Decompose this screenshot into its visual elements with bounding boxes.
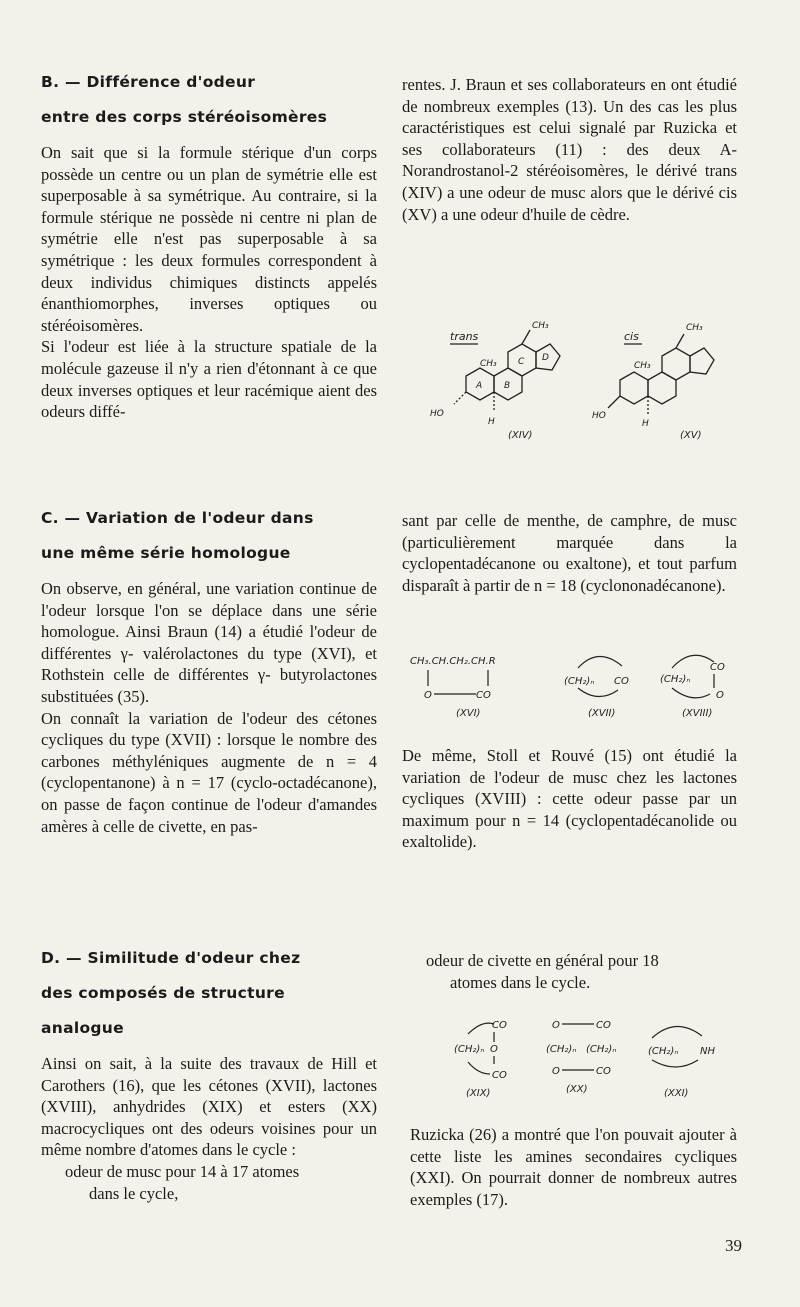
label-co-xviii: CO: [710, 662, 725, 673]
label-co-xvii: CO: [614, 676, 629, 687]
label-co-xx-b: CO: [596, 1066, 611, 1077]
label-ch2n-xix: (CH₂)ₙ: [454, 1044, 485, 1055]
label-ch3-c: CH₃: [686, 323, 703, 333]
section-b-paragraph-2: Si l'odeur est liée à la structure spatiale de la molécule gazeuse il n'y a rien d'étonnant à ce que deux inverses optiques et leur racémique aient des odeurs diffé-: [41, 337, 377, 422]
label-o-xviii: O: [716, 690, 724, 701]
section-c-paragraph-1: On observe, en général, une variation continue de l'odeur lorsque l'on se déplace dans une série homologue. Ainsi Braun (14) a étudié l'odeur de différentes γ- valérolactones du type (XVI), et Rothstein celle de différentes γ- butyrolactones substituées (35).: [41, 579, 377, 706]
label-ho-a: HO: [430, 409, 444, 419]
label-co-xx-a: CO: [596, 1020, 611, 1031]
label-ch3-a: CH₃: [532, 321, 549, 331]
label-xix: (XIX): [466, 1088, 491, 1099]
label-o-xix: O: [490, 1044, 498, 1055]
figure-steroids: [420, 312, 750, 447]
label-ring-a: A: [476, 381, 483, 391]
section-c-paragraph-3: sant par celle de menthe, de camphre, de musc (particulièrement marquée dans la cyclopentadécanone ou exaltone), et tout parfum disparaît à partir de n = 18 (cyclononadécanone).: [402, 511, 737, 595]
label-xvii: (XVII): [588, 708, 616, 719]
section-d-line-3: odeur de civette en général pour 18: [426, 951, 659, 970]
section-d-line-4: atomes dans le cycle.: [450, 972, 591, 992]
figure-macrocycles: [438, 1012, 738, 1102]
label-trans: trans: [450, 330, 479, 343]
label-o-xvi: O: [424, 690, 432, 701]
label-ring-c: C: [518, 357, 525, 367]
section-b-paragraph-3: rentes. J. Braun et ses collaborateurs en ont étudié de nombreux exemples (13). Un des cas les plus caractéristiques est celui signalé par Ruzicka et ses collaborateurs (11) : des deux A-Norandrostanol-2 stéréoisomères, le dérivé trans (XIV) a une odeur de musc alors que le dérivé cis (XV) a une odeur d'huile de cèdre.: [402, 75, 737, 224]
label-cis: cis: [624, 330, 639, 343]
section-c-heading-2: une même série homologue: [41, 544, 291, 562]
label-ring-d: D: [542, 353, 549, 363]
section-d-line-2: dans le cycle,: [89, 1183, 179, 1203]
section-c-right-bottom: [402, 745, 737, 853]
label-ch3-b: CH₃: [480, 359, 497, 369]
label-ch2n-xxi: (CH₂)ₙ: [648, 1046, 679, 1057]
section-d-line-1: odeur de musc pour 14 à 17 atomes: [65, 1161, 300, 1181]
section-c-left: [41, 508, 377, 837]
section-b-heading-2: entre des corps stéréoisomères: [41, 108, 328, 126]
label-xiv: (XIV): [508, 430, 533, 441]
label-o-xx-a: O: [552, 1020, 560, 1031]
label-ch2n-xvii: (CH₂)ₙ: [564, 676, 595, 687]
section-c-right-top: [402, 510, 737, 596]
section-c-paragraph-4: De même, Stoll et Rouvé (15) ont étudié la variation de l'odeur de musc chez les lactones cycliques (XVIII) : cette odeur passe par un maximum pour n = 14 (cyclopentadécanolide ou exaltolide).: [402, 746, 737, 852]
label-o-xx-b: O: [552, 1066, 560, 1077]
section-d-heading-2: des composés de structure: [41, 984, 285, 1002]
label-xviii: (XVIII): [682, 708, 713, 719]
label-ch3-d: CH₃: [634, 361, 651, 371]
section-d-left: [41, 948, 377, 1204]
section-b-left: [41, 72, 377, 423]
label-xv: (XV): [680, 430, 702, 441]
page-number: 39: [725, 1236, 742, 1255]
label-ch2n-xx-b: (CH₂)ₙ: [586, 1044, 617, 1055]
section-c-heading-1: C. — Variation de l'odeur dans: [41, 509, 314, 527]
label-co-xix-b: CO: [492, 1070, 507, 1081]
label-xvi: (XVI): [456, 708, 481, 719]
section-b-paragraph-1: On sait que si la formule stérique d'un corps possède un centre ou un plan de symétrie elle est superposable à sa symétrique. Au contraire, si la formule stérique ne possède ni centre ni plan de symétrie elle n'est pas superposable à sa symétrique : les deux formules correspondent à deux individus chimiques distincts appelés énanthiomorphes, inverses optiques ou stéréoisomères.: [41, 143, 377, 335]
label-co-xvi: CO: [476, 690, 491, 701]
section-c-paragraph-2: On connaît la variation de l'odeur des cétones cycliques du type (XVII) : lorsque le nombre des carbones méthyléniques augmente de n = 4 (cyclopentanone) à n = 17 (cyclo-octadécanone), on passe de façon continue de l'odeur d'amandes amères à celle de civette, en pas-: [41, 708, 377, 836]
label-ch2n-xx-a: (CH₂)ₙ: [546, 1044, 577, 1055]
label-nh-xxi: NH: [700, 1046, 715, 1057]
label-co-xix-a: CO: [492, 1020, 507, 1031]
label-h-a: H: [488, 417, 495, 427]
section-d-paragraph-1: Ainsi on sait, à la suite des travaux de Hill et Carothers (16), que les cétones (XVII), lactones (XVIII), anhydrides (XIX) et esters (XX) macrocycliques ont des odeurs voisines pour un même nombre d'atomes dans le cycle :: [41, 1054, 377, 1160]
figure-lactones-ketones: [410, 640, 740, 720]
label-ring-b: B: [504, 381, 511, 391]
section-d-paragraph-2: Ruzicka (26) a montré que l'on pouvait ajouter à cette liste les amines secondaires cycliques (XXI). On pourrait donner de nombreux autres exemples (17).: [410, 1125, 737, 1209]
label-h-b: H: [642, 419, 649, 429]
label-xx: (XX): [566, 1084, 588, 1095]
section-d-right-bottom: [410, 1124, 737, 1210]
section-b-right: [402, 74, 737, 225]
label-ho-b: HO: [592, 411, 606, 421]
section-d-right-top: [402, 950, 737, 993]
section-d-heading-1: D. — Similitude d'odeur chez: [41, 949, 301, 967]
label-ch2n-xviii: (CH₂)ₙ: [660, 674, 691, 685]
label-xxi: (XXI): [664, 1088, 689, 1099]
label-formula-xvi: CH₃.CH.CH₂.CH.R: [410, 656, 496, 667]
section-b-heading-1: B. — Différence d'odeur: [41, 73, 256, 91]
section-d-heading-3: analogue: [41, 1019, 124, 1037]
